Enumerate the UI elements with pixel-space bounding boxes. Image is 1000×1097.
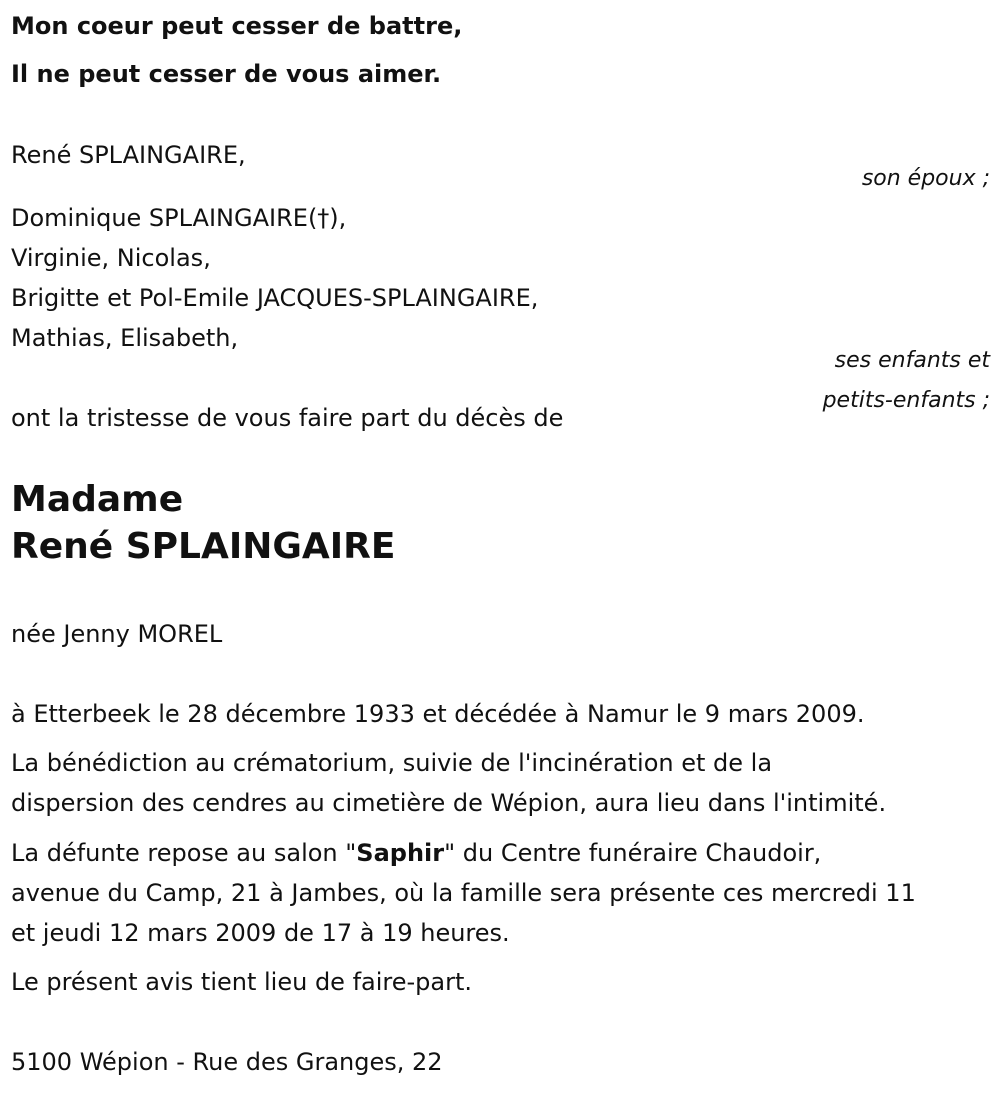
viewing-line-3: et jeudi 12 mars 2009 de 17 à 19 heures. <box>11 919 510 947</box>
viewing-suffix: " du Centre funéraire Chaudoir, <box>444 839 822 867</box>
child-line-4: Mathias, Elisabeth, <box>11 324 239 352</box>
birth-death-details: à Etterbeek le 28 décembre 1933 et décédée à Namur le 9 mars 2009. <box>11 700 865 728</box>
epigraph-line-2: Il ne peut cesser de vous aimer. <box>11 60 442 88</box>
announcement: ont la tristesse de vous faire part du décès de <box>11 404 564 432</box>
ceremony-line-1: La bénédiction au crématorium, suivie de l'incinération et de la <box>11 749 773 777</box>
notice-text: Le présent avis tient lieu de faire-part. <box>11 968 473 996</box>
children-role-line-2: petits-enfants ; <box>822 388 990 413</box>
ceremony-details <box>11 743 886 823</box>
child-line-3: Brigitte et Pol-Emile JACQUES-SPLAINGAIRE, <box>11 284 539 312</box>
children-role <box>823 341 990 421</box>
spouse-role: son époux ; <box>861 166 990 191</box>
address: 5100 Wépion - Rue des Granges, 22 <box>11 1048 443 1076</box>
viewing-line-1 <box>11 833 916 873</box>
viewing-line-2: avenue du Camp, 21 à Jambes, où la famille sera présente ces mercredi 11 <box>11 879 916 907</box>
deceased-name: René SPLAINGAIRE <box>11 526 396 567</box>
deceased-maiden-name: née Jenny MOREL <box>11 620 223 648</box>
children-role-line-1: ses enfants et <box>834 348 990 373</box>
epigraph-line-1: Mon coeur peut cesser de battre, <box>11 12 463 40</box>
ceremony-line-2: dispersion des cendres au cimetière de Wépion, aura lieu dans l'intimité. <box>11 789 887 817</box>
salon-name: Saphir <box>356 839 445 867</box>
child-line-1: Dominique SPLAINGAIRE(†), <box>11 204 347 232</box>
viewing-prefix: La défunte repose au salon " <box>11 839 357 867</box>
deceased-title: Madame <box>11 479 184 520</box>
child-line-2: Virginie, Nicolas, <box>11 244 211 272</box>
children-list <box>11 198 538 358</box>
spouse-name: René SPLAINGAIRE, <box>11 141 246 169</box>
viewing-details <box>11 833 916 953</box>
